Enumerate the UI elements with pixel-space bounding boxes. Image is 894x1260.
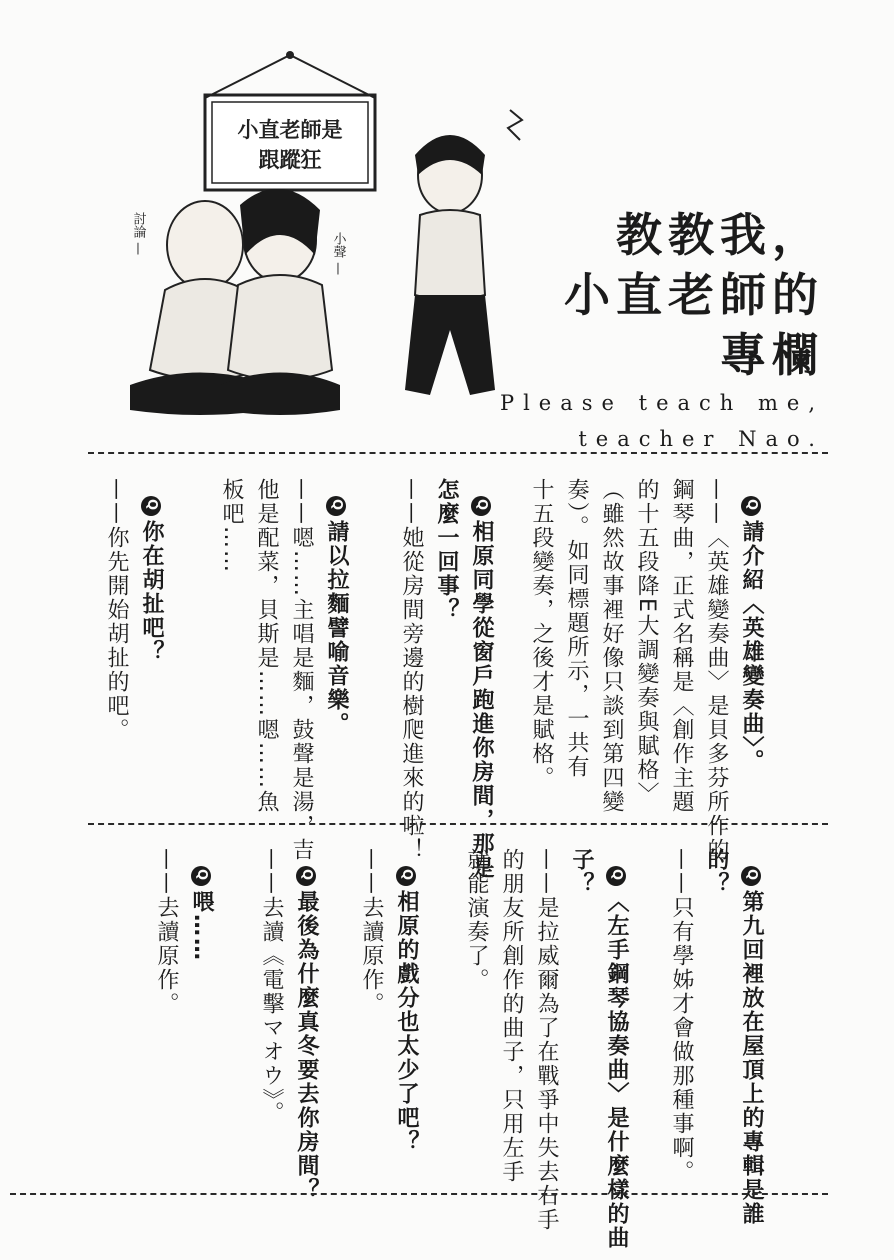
cartoon-illustration	[110, 40, 540, 430]
question-text: 相原的戲分也太少了吧？	[394, 890, 419, 1154]
column-title-line: 小直老師的	[564, 268, 824, 322]
qa-item	[524, 478, 804, 862]
caption-right: 小聲 —	[330, 232, 346, 276]
column-title-line: 教教我，	[616, 208, 824, 262]
question-marker-icon: Q	[296, 866, 316, 886]
sign-text-line1: 小直老師是	[237, 118, 343, 142]
sign-board	[205, 95, 375, 190]
question-text: 喂……	[189, 890, 214, 962]
qa-item	[354, 848, 459, 1154]
qa-item	[459, 848, 669, 1250]
answer-text: ——〈英雄變奏曲〉是貝多芬所作的 鋼琴曲，正式名稱是〈創作主題 的十五段降E大調變奏與賦格〉 （雖然故事裡好像只談到第四變 奏）。如同標題所示，一共有 十五段變奏，之後才是賦格。	[529, 478, 729, 862]
answer-text: ——去讀《電擊マオウ》。	[259, 848, 284, 1125]
answer-text: ——她從房間旁邊的樹爬進來的啦！	[399, 478, 424, 862]
qa-item	[664, 848, 804, 1226]
question-text: 相原同學從窗戶跑進你房間，那是 怎麼一回事？	[434, 478, 494, 880]
answer-text: ——是拉威爾為了在戰爭中失去右手 的朋友所創作的曲子，只用左手 就能演奏了。	[464, 848, 559, 1232]
caption-left: 討論 —	[130, 212, 146, 256]
question-text: 你在胡扯吧？	[139, 520, 164, 664]
qa-item	[394, 478, 534, 880]
question-text: 第九回裡放在屋頂上的專輯是誰 的？	[704, 848, 764, 1226]
question-text: 請以拉麵譬喻音樂。	[324, 520, 349, 736]
dashed-divider-top	[88, 452, 828, 454]
sign-text-line2: 跟蹤狂	[258, 148, 322, 172]
question-marker-icon: Q	[191, 866, 211, 886]
qa-item	[214, 478, 389, 862]
question-marker-icon: Q	[326, 496, 346, 516]
column-subtitle-line: Please teach me,	[499, 391, 824, 415]
answer-text: ——去讀原作。	[359, 848, 384, 1016]
question-marker-icon: Q	[606, 866, 626, 886]
qa-item	[254, 848, 359, 1202]
dashed-divider-bottom	[10, 1193, 828, 1195]
answer-text: ——只有學姊才會做那種事啊。	[669, 848, 694, 1184]
dashed-divider-middle	[88, 823, 828, 825]
question-text: 〈左手鋼琴協奏曲〉是什麼樣的曲 子？	[569, 848, 629, 1250]
column-subtitle	[500, 385, 824, 457]
question-marker-icon: Q	[141, 496, 161, 516]
question-marker-icon: Q	[471, 496, 491, 516]
question-marker-icon: Q	[741, 496, 761, 516]
question-text: 請介紹〈英雄變奏曲〉。	[739, 520, 764, 773]
column-title	[564, 205, 824, 385]
qa-item	[149, 848, 254, 1016]
qa-item	[99, 478, 204, 742]
question-marker-icon: Q	[741, 866, 761, 886]
column-title-line: 專欄	[720, 328, 824, 382]
column-subtitle-line: teacher Nao.	[578, 427, 824, 451]
answer-text: ——去讀原作。	[154, 848, 179, 1016]
question-marker-icon: Q	[396, 866, 416, 886]
question-text: 最後為什麼真冬要去你房間？	[294, 890, 319, 1202]
answer-text: ——嗯……主唱是麵，鼓聲是湯，吉 他是配菜，貝斯是……嗯……魚 板吧……	[219, 478, 314, 862]
answer-text: ——你先開始胡扯的吧。	[104, 478, 129, 742]
